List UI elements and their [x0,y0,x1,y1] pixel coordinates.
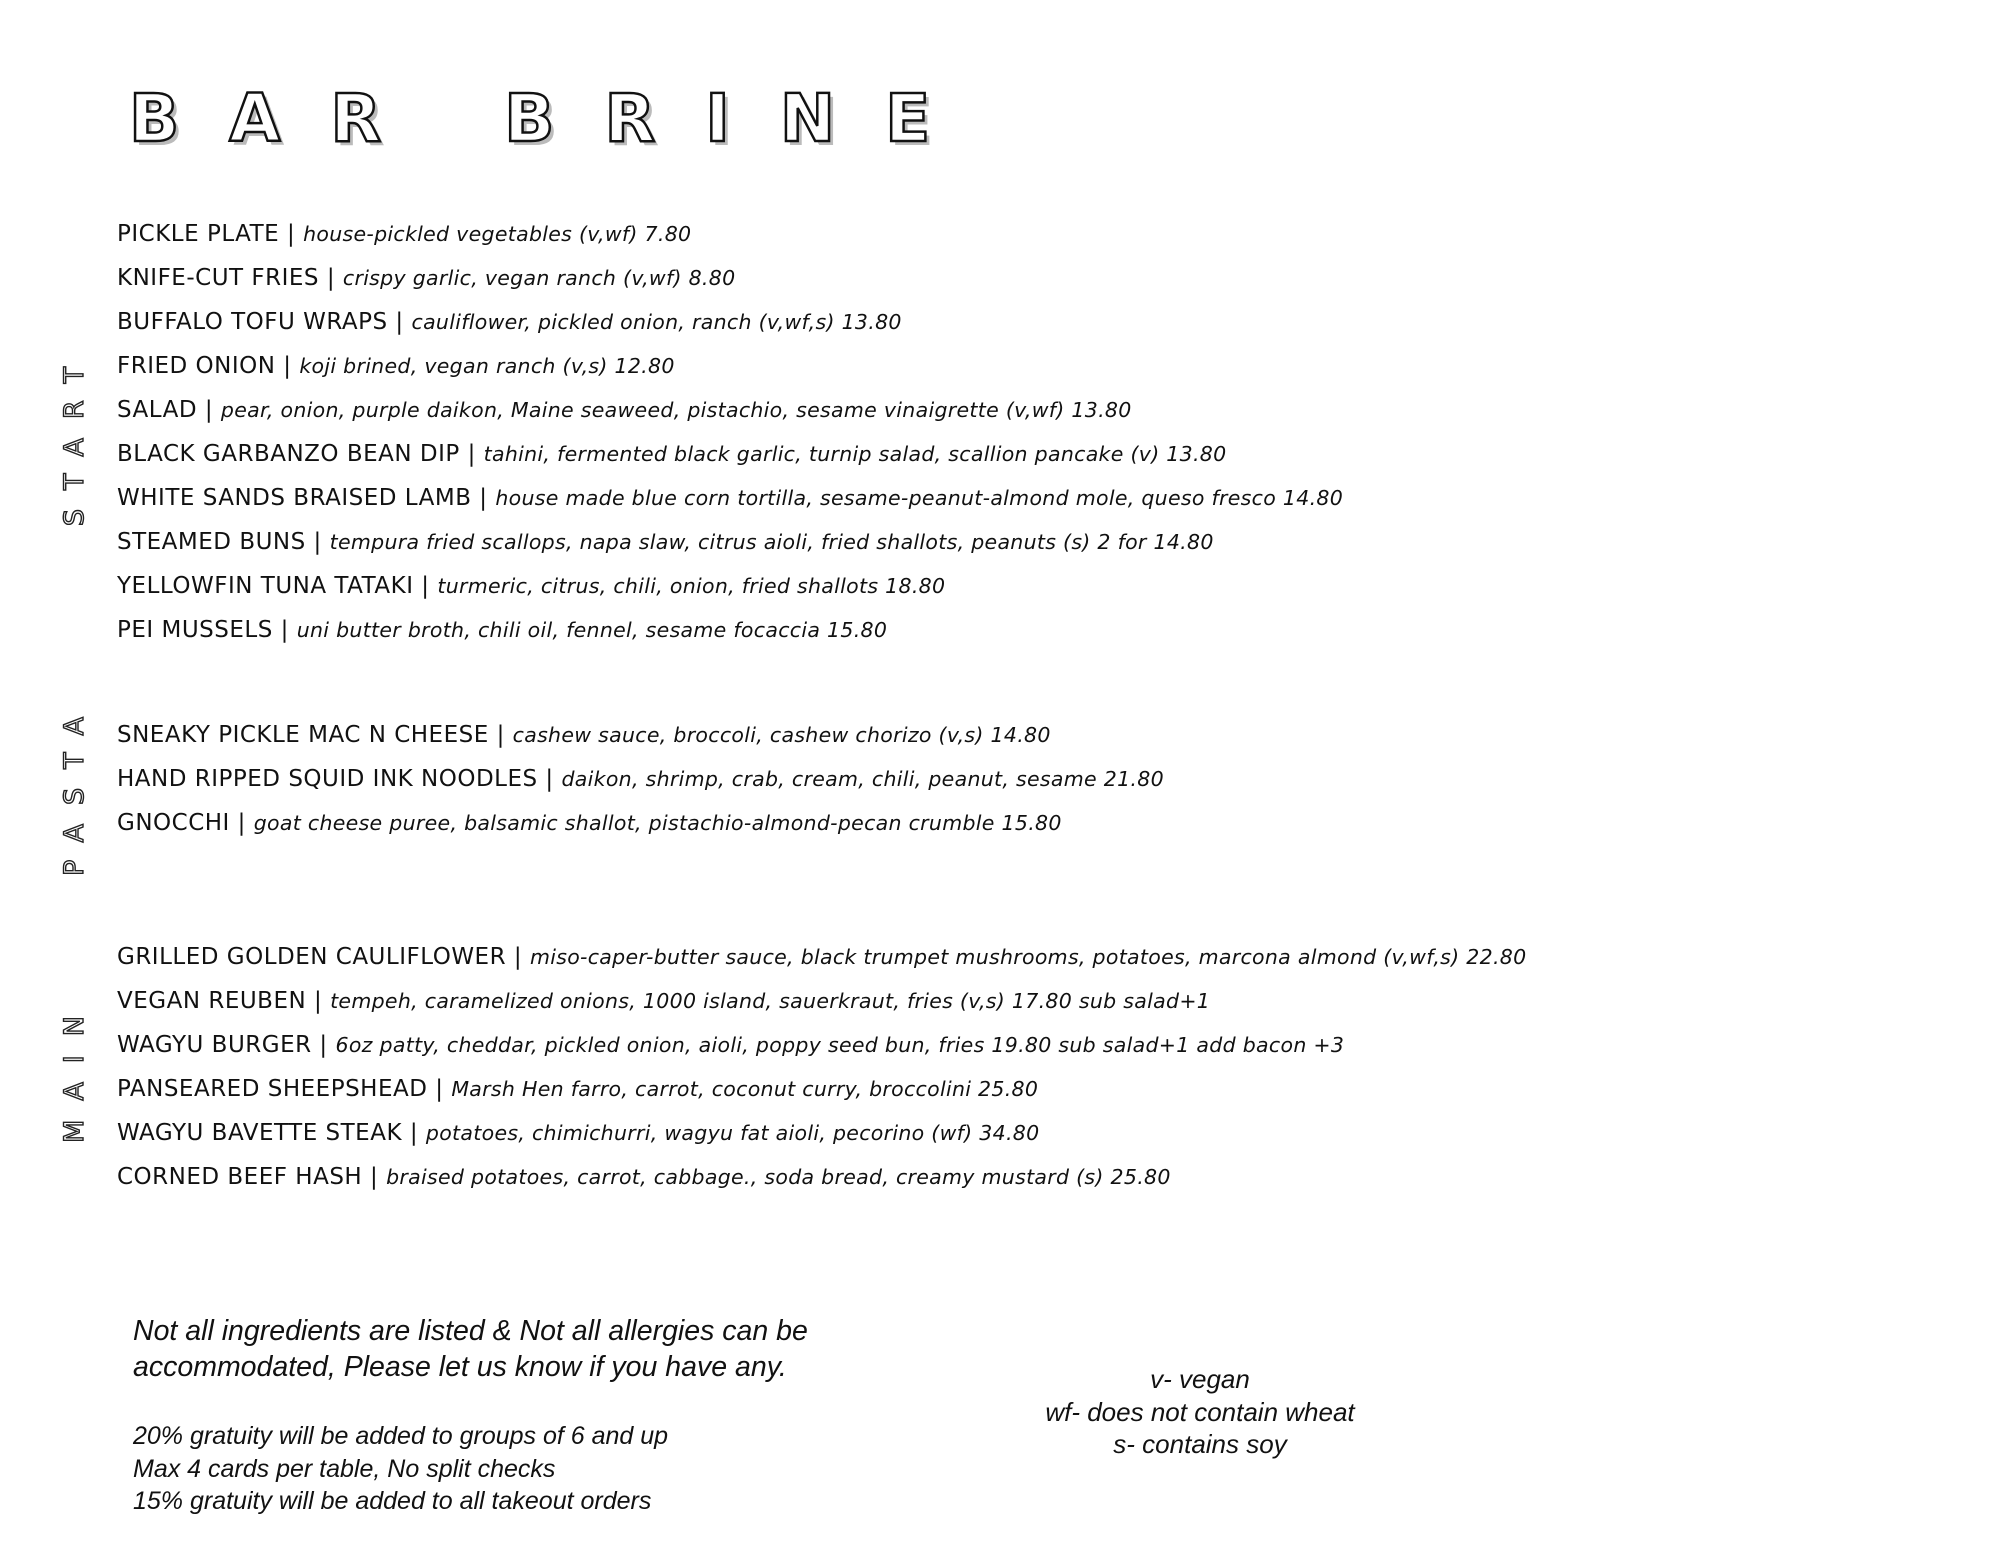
menu-item [117,388,1343,432]
menu-item-description: tahini, fermented black garlic, turnip salad, scallion pancake (v) 13.80 [483,442,1227,466]
menu-item-description: miso-caper-butter sauce, black trumpet mushrooms, potatoes, marcona almond (v,wf,s) 22.80 [529,945,1527,969]
menu-item-name: GNOCCHI [117,810,230,836]
menu-item-name: BLACK GARBANZO BEAN DIP [117,441,460,467]
menu-item-name: PANSEARED SHEEPSHEAD [117,1076,428,1102]
section-label-start: START [59,347,90,527]
menu-item-description: turmeric, citrus, chili, onion, fried shallots 18.80 [437,574,946,598]
menu-item-name: SALAD [117,397,198,423]
menu-item-name: BUFFALO TOFU WRAPS [117,309,388,335]
menu-item-description: crispy garlic, vegan ranch (v,wf) 8.80 [342,266,736,290]
legend-vegan: v- vegan [1150,1364,1250,1394]
menu-item-name: PEI MUSSELS [117,617,273,643]
menu-item-separator: | [272,617,297,643]
allergy-notice-line: Not all ingredients are listed & Not all allergies can be [133,1315,808,1347]
section-label-main: MAIN [59,997,90,1143]
menu-item-separator: | [413,573,438,599]
policy-line: Max 4 cards per table, No split checks [133,1454,556,1483]
menu-item-description: potatoes, chimichurri, wagyu fat aioli, pecorino (wf) 34.80 [425,1121,1040,1145]
menu-item [117,935,1526,979]
menu-item-name: WAGYU BURGER [117,1032,312,1058]
menu-item-separator: | [306,988,331,1014]
menu-item-description: cauliflower, pickled onion, ranch (v,wf,s) 13.80 [411,310,902,334]
menu-item-separator: | [506,944,530,970]
menu-item-separator: | [362,1164,387,1190]
menu-item-description: house-pickled vegetables (v,wf) 7.80 [303,222,692,246]
restaurant-title: BAR BRINE [129,80,981,157]
menu-item-description: koji brined, vegan ranch (v,s) 12.80 [299,354,675,378]
menu-item-name: STEAMED BUNS [117,529,306,555]
menu-item [117,256,1343,300]
menu-item-description: house made blue corn tortilla, sesame-peanut-almond mole, queso fresco 14.80 [495,486,1344,510]
menu-item-name: FRIED ONION [117,353,276,379]
policy-line: 15% gratuity will be added to all takeout orders [133,1487,652,1515]
menu-item-separator: | [537,766,562,792]
menu-item [117,432,1343,476]
menu-item-name: YELLOWFIN TUNA TATAKI [117,573,414,599]
menu-item-separator: | [402,1120,426,1146]
menu-item-separator: | [275,353,300,379]
menu-item-description: 6oz patty, cheddar, pickled onion, aioli, poppy seed bun, fries 19.80 sub salad+1 add bacon +3 [335,1033,1345,1057]
menu-item-description: goat cheese puree, balsamic shallot, pistachio-almond-pecan crumble 15.80 [253,811,1062,835]
menu-item [117,713,1164,757]
menu-item-name: CORNED BEEF HASH [117,1164,363,1190]
pasta-menu-list [117,713,1164,845]
menu-item-description: pear, onion, purple daikon, Maine seaweed, pistachio, sesame vinaigrette (v,wf) 13.80 [220,398,1132,422]
menu-item [117,344,1343,388]
menu-item-description: daikon, shrimp, crab, cream, chili, peanut, sesame 21.80 [561,767,1164,791]
menu-item-separator: | [229,810,254,836]
menu-item [117,520,1343,564]
menu-item [117,757,1164,801]
menu-item [117,1155,1526,1199]
dietary-legend [1035,1363,1365,1461]
menu-item-name: WAGYU BAVETTE STEAK [117,1120,403,1146]
menu-item [117,608,1343,652]
policy-line: 20% gratuity will be added to groups of 6 and up [133,1422,669,1450]
menu-item [117,979,1526,1023]
menu-item-name: WHITE SANDS BRAISED LAMB [117,485,472,511]
start-menu-list [117,212,1343,652]
menu-item-name: SNEAKY PICKLE MAC N CHEESE [117,722,489,748]
menu-item-description: cashew sauce, broccoli, cashew chorizo (v,s) 14.80 [512,723,1051,747]
menu-item-description: braised potatoes, carrot, cabbage., soda bread, creamy mustard (s) 25.80 [386,1165,1171,1189]
menu-item-separator: | [279,221,304,247]
menu-item-separator: | [305,529,330,555]
menu-item-description: Marsh Hen farro, carrot, coconut curry, broccolini 25.80 [451,1077,1039,1101]
legend-soy: s- contains soy [1113,1429,1287,1459]
section-label-pasta: PASTA [59,697,90,877]
menu-item [117,1067,1526,1111]
menu-item [117,476,1343,520]
menu-item-separator: | [427,1076,452,1102]
menu-item-name: PICKLE PLATE [117,221,280,247]
menu-item-name: VEGAN REUBEN [117,988,307,1014]
menu-item [117,1111,1526,1155]
allergy-notice [133,1313,808,1385]
menu-item-separator: | [471,485,496,511]
menu-item-name: GRILLED GOLDEN CAULIFLOWER [117,944,507,970]
menu-item [117,564,1343,608]
menu-item-description: uni butter broth, chili oil, fennel, sesame focaccia 15.80 [296,618,888,642]
menu-item [117,1023,1526,1067]
menu-item [117,801,1164,845]
menu-item-description: tempeh, caramelized onions, 1000 island, sauerkraut, fries (v,s) 17.80 sub salad+1 [330,989,1211,1013]
menu-item [117,300,1343,344]
menu-item-separator: | [387,309,412,335]
menu-item-description: tempura fried scallops, napa slaw, citrus aioli, fried shallots, peanuts (s) 2 for 14.80 [329,530,1214,554]
legend-wheat-free: wf- does not contain wheat [1045,1396,1355,1427]
menu-item-separator: | [459,441,484,467]
allergy-notice-line: accommodated, Please let us know if you have any. [133,1351,787,1383]
menu-item-name: HAND RIPPED SQUID INK NOODLES [117,766,538,792]
menu-item-separator: | [197,397,221,423]
policy-notice [133,1420,668,1518]
menu-item-name: KNIFE-CUT FRIES [117,265,320,291]
menu-item-separator: | [319,265,343,291]
menu-item-separator: | [488,722,513,748]
menu-item-separator: | [311,1032,336,1058]
menu-item [117,212,1343,256]
main-menu-list [117,935,1526,1199]
